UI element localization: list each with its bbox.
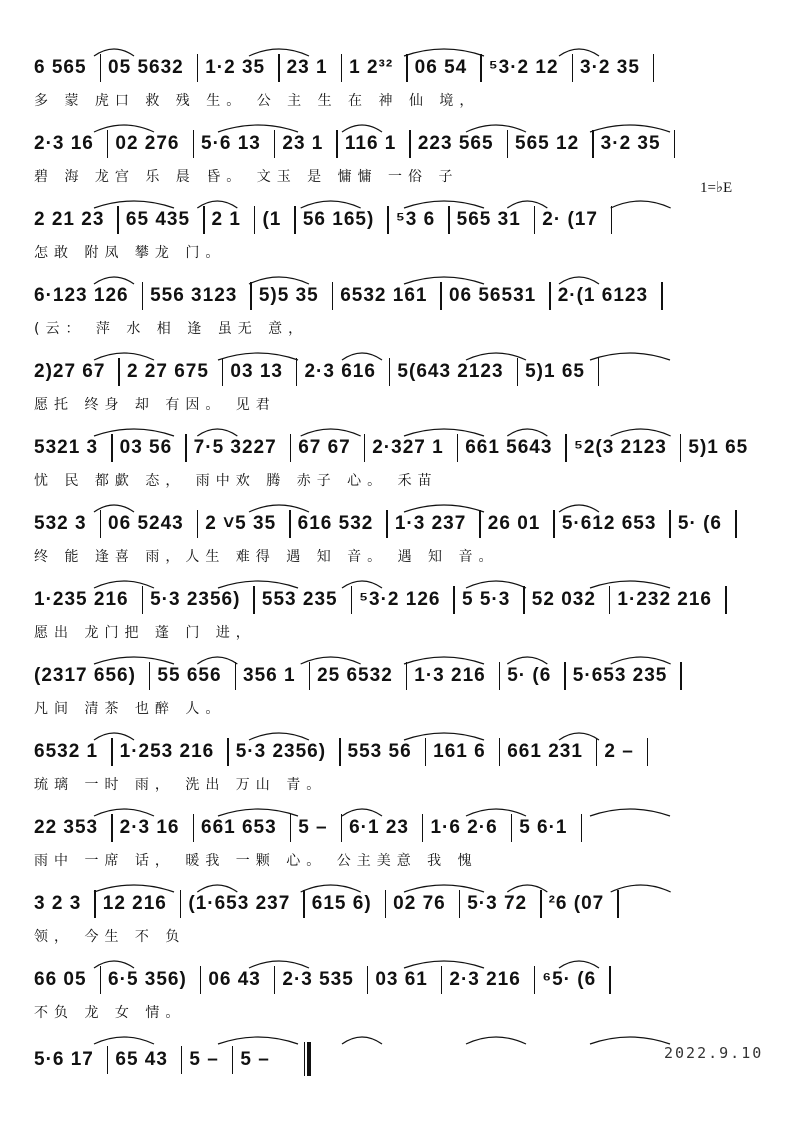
barline <box>290 434 292 462</box>
notation-line <box>34 738 760 772</box>
barline <box>425 738 427 766</box>
measure: (1 <box>262 209 282 231</box>
score-system <box>34 1024 760 1104</box>
measure: 25 6532 <box>317 665 393 687</box>
measure: ⁵3·2 126 <box>359 589 441 611</box>
measure: 5 – <box>240 1049 270 1071</box>
barline <box>294 206 296 234</box>
measure: 5)1 65 <box>688 437 749 459</box>
barline <box>409 130 411 158</box>
barline <box>117 206 119 234</box>
barline <box>200 966 202 994</box>
barline <box>457 434 459 462</box>
lyrics-line: 凡间 清茶 也醉 人。 <box>34 701 226 717</box>
measure: 5·612 653 <box>561 513 657 535</box>
measure: 5(643 2123 <box>397 361 504 383</box>
barline <box>499 662 501 690</box>
barline <box>565 434 567 462</box>
measure: 67 67 <box>298 437 351 459</box>
measure: 55 656 <box>157 665 222 687</box>
measure: 1·3 216 <box>414 665 486 687</box>
measure: 5 – <box>298 817 328 839</box>
notation-line <box>34 358 760 392</box>
measure: 2·(1 6123 <box>557 285 649 307</box>
measure: 06 54 <box>414 57 468 79</box>
measure: 6 565 <box>34 57 87 79</box>
barline <box>540 890 542 918</box>
barline <box>609 586 611 614</box>
barline <box>553 510 555 538</box>
lyrics-line: 雨中 一席 话， 暖我 一颗 心。 公主美意 我 愧 <box>34 853 478 869</box>
barline <box>386 510 388 538</box>
lyrics-line: 愿出 龙门把 蓬 门 进， <box>34 625 256 641</box>
measure: 1·6 2·6 <box>430 817 498 839</box>
barline <box>387 206 389 234</box>
notation-line <box>34 966 760 1000</box>
barline <box>581 814 583 842</box>
measure: 03 61 <box>375 969 428 991</box>
measure: 02 276 <box>115 133 180 155</box>
barline <box>534 966 536 994</box>
barline <box>609 966 611 994</box>
measure: 5· (6 <box>677 513 722 535</box>
barline <box>197 510 199 538</box>
score-system <box>34 264 760 344</box>
measure: 223 565 <box>417 133 494 155</box>
measure: 161 6 <box>433 741 486 763</box>
lyrics-line: 怎敢 附凤 攀龙 门。 <box>34 245 226 261</box>
measure: 1·253 216 <box>119 741 215 763</box>
barline <box>336 130 338 158</box>
measure: ⁵3·2 12 <box>488 57 559 79</box>
measure: 2·3 16 <box>34 133 94 155</box>
barline <box>332 282 334 310</box>
barline <box>611 206 613 234</box>
measure: 1·232 216 <box>617 589 712 611</box>
measure: 5·653 235 <box>572 665 668 687</box>
barline <box>185 434 187 462</box>
barline <box>309 662 311 690</box>
barline <box>227 738 229 766</box>
notation-line <box>34 130 760 164</box>
measure: 3·2 35 <box>580 57 640 79</box>
barline <box>441 966 443 994</box>
measure: 2 21 23 <box>34 209 105 231</box>
measure: 2·327 1 <box>372 437 444 459</box>
barline <box>406 54 408 82</box>
measure: 22 353 <box>34 817 99 839</box>
barline <box>289 510 291 538</box>
barline <box>680 434 682 462</box>
barline <box>725 586 727 614</box>
barline <box>100 510 102 538</box>
measure: 56 165) <box>302 209 375 231</box>
measure: 2 – <box>604 741 634 763</box>
score-system <box>34 340 760 420</box>
notation-line <box>34 586 760 620</box>
notation-line <box>34 662 760 696</box>
lyrics-line: 多 蒙 虎口 救 残 生。 公 主 生 在 神 仙 境， <box>34 93 480 109</box>
measure: 2 27 675 <box>126 361 209 383</box>
barline <box>296 358 298 386</box>
barline <box>142 282 144 310</box>
barline <box>564 662 566 690</box>
measure: 6532 161 <box>340 285 428 307</box>
measure: 12 216 <box>102 893 167 915</box>
measure: ⁵2(3 2123 <box>573 437 667 459</box>
measure: 5)5 35 <box>258 285 319 307</box>
measure: 05 5632 <box>108 57 184 79</box>
barline <box>94 890 96 918</box>
measure: 06 43 <box>208 969 261 991</box>
barline <box>290 814 292 842</box>
barline <box>222 358 224 386</box>
barline <box>274 966 276 994</box>
barline <box>499 738 501 766</box>
score-system <box>34 568 760 648</box>
score-system <box>34 644 760 724</box>
measure: ⁵3 6 <box>395 209 436 231</box>
notation-line <box>34 814 760 848</box>
barline <box>235 662 237 690</box>
measure: 661 5643 <box>465 437 553 459</box>
measure: 6·5 356) <box>108 969 187 991</box>
barline <box>735 510 737 538</box>
final-barline <box>304 1042 311 1076</box>
score-system <box>34 112 760 192</box>
measure: 2 ˅5 35 <box>205 513 277 535</box>
measure: 03 13 <box>230 361 283 383</box>
measure: 2)27 67 <box>34 361 106 383</box>
barline <box>339 738 341 766</box>
barline <box>680 662 682 690</box>
barline <box>254 206 256 234</box>
lyrics-line <box>34 1078 760 1100</box>
notation-line <box>34 1042 760 1076</box>
barline <box>274 130 276 158</box>
score-system <box>34 720 760 800</box>
notation-line <box>34 890 760 924</box>
measure: 1 2³² <box>349 57 394 79</box>
barline <box>511 814 513 842</box>
barline <box>480 54 482 82</box>
measure: 23 1 <box>286 57 328 79</box>
measure: 3 2 3 <box>34 893 82 915</box>
date-stamp: 2022.9.10 <box>664 1044 764 1062</box>
measure: ²6 (07 <box>548 893 605 915</box>
barline <box>523 586 525 614</box>
measure: 26 01 <box>487 513 541 535</box>
lyrics-line: 不负 龙 女 情。 <box>34 1005 186 1021</box>
barline <box>364 434 366 462</box>
barline <box>303 890 305 918</box>
measure: 616 532 <box>297 513 374 535</box>
measure: 6·123 126 <box>34 285 129 307</box>
barline <box>549 282 551 310</box>
notation-line <box>34 282 760 316</box>
barline <box>100 966 102 994</box>
barline <box>406 662 408 690</box>
lyrics-line: (云： 萍 水 相 逢 虽无 意， <box>34 321 309 337</box>
barline <box>180 890 182 918</box>
notation-line <box>34 510 760 544</box>
barline <box>534 206 536 234</box>
barline <box>118 358 120 386</box>
measure: 52 032 <box>531 589 596 611</box>
lyrics-line: 碧 海 龙宫 乐 晨 昏。 文玉 是 慵慵 一俗 子 <box>34 169 459 185</box>
measure: 5)1 65 <box>525 361 585 383</box>
measure: 615 6) <box>311 893 372 915</box>
barline <box>253 586 255 614</box>
measure: 6532 1 <box>34 741 99 763</box>
lyrics-line: 忧 民 都歔 态， 雨中欢 腾 赤子 心。 禾苗 <box>34 473 438 489</box>
barline <box>448 206 450 234</box>
measure: 553 235 <box>261 589 338 611</box>
measure: 2·3 216 <box>449 969 521 991</box>
score-system <box>34 492 760 572</box>
measure: 5 5·3 <box>461 589 511 611</box>
measure: 5·3 72 <box>467 893 528 915</box>
barline <box>572 54 574 82</box>
measure: 5·3 2356) <box>235 741 327 763</box>
measure: 565 31 <box>456 209 521 231</box>
barline <box>596 738 598 766</box>
barline <box>517 358 519 386</box>
score-system <box>34 948 760 1028</box>
measure: 2· (17 <box>542 209 598 231</box>
lyrics-line: 愿托 终身 却 有因。 见君 <box>34 397 276 413</box>
barline <box>453 586 455 614</box>
barline <box>440 282 442 310</box>
lyrics-line: 终 能 逢喜 雨，人生 难得 遇 知 音。 遇 知 音。 <box>34 549 499 565</box>
barline <box>507 130 509 158</box>
barline <box>107 130 109 158</box>
barline <box>422 814 424 842</box>
measure: 06 56531 <box>448 285 537 307</box>
barline <box>278 54 280 82</box>
measure: 661 653 <box>201 817 277 839</box>
measure: 556 3123 <box>150 285 238 307</box>
measure: 565 12 <box>515 133 580 155</box>
measure: 65 43 <box>115 1049 168 1071</box>
barline <box>385 890 387 918</box>
measure: 23 1 <box>282 133 324 155</box>
barline <box>592 130 594 158</box>
barline <box>617 890 619 918</box>
measure: 66 05 <box>34 969 87 991</box>
barline <box>142 586 144 614</box>
measure: (1·653 237 <box>188 893 291 915</box>
barline <box>367 966 369 994</box>
barline <box>193 814 195 842</box>
barline <box>111 814 113 842</box>
measure: 1·235 216 <box>34 589 129 611</box>
barline <box>250 282 252 310</box>
barline <box>203 206 205 234</box>
measure: 553 56 <box>347 741 412 763</box>
barline <box>111 738 113 766</box>
measure: 5 6·1 <box>519 817 568 839</box>
barline <box>181 1046 183 1074</box>
score-system <box>34 188 760 268</box>
barline <box>389 358 391 386</box>
measure: (2317 656) <box>34 665 136 687</box>
measure: 06 5243 <box>108 513 184 535</box>
barline <box>674 130 676 158</box>
barline <box>653 54 655 82</box>
score-system <box>34 796 760 876</box>
notation-line <box>34 54 760 88</box>
score-system <box>34 872 760 952</box>
measure: 2·3 616 <box>304 361 376 383</box>
measure: 3·2 35 <box>600 133 661 155</box>
measure: 5· (6 <box>507 665 552 687</box>
measure: 2·3 16 <box>119 817 180 839</box>
measure: 65 435 <box>125 209 191 231</box>
barline <box>193 130 195 158</box>
barline <box>341 814 343 842</box>
measure: 7·5 3227 <box>193 437 277 459</box>
lyrics-line: 琉璃 一时 雨， 洗出 万山 青。 <box>34 777 327 793</box>
measure: 02 76 <box>393 893 446 915</box>
key-signature: 1=♭E <box>700 180 733 196</box>
barline <box>149 662 151 690</box>
barline <box>100 54 102 82</box>
barline <box>598 358 600 386</box>
barline <box>351 586 353 614</box>
lyrics-line: 领， 今生 不 负 <box>34 929 186 945</box>
barline <box>111 434 113 462</box>
score-system <box>34 416 760 496</box>
barline <box>479 510 481 538</box>
measure: 03 56 <box>119 437 173 459</box>
measure: 116 1 <box>344 133 397 155</box>
measure: 2 1 <box>211 209 241 231</box>
barline <box>341 54 343 82</box>
measure: 1·2 35 <box>205 57 266 79</box>
measure: 532 3 <box>34 513 87 535</box>
barline <box>661 282 663 310</box>
measure: 1·3 237 <box>394 513 467 535</box>
barline <box>647 738 649 766</box>
barline <box>197 54 199 82</box>
measure: 356 1 <box>243 665 296 687</box>
measure: 6·1 23 <box>349 817 409 839</box>
measure: 5·6 13 <box>201 133 261 155</box>
measure: 2·3 535 <box>282 969 354 991</box>
barline <box>232 1046 234 1074</box>
measure: ⁶5· (6 <box>542 969 597 991</box>
notation-line <box>34 434 760 468</box>
measure: 5·3 2356) <box>150 589 241 611</box>
score-system <box>34 36 760 116</box>
measure: 5 – <box>189 1049 219 1071</box>
barline <box>459 890 461 918</box>
measure: 5321 3 <box>34 437 99 459</box>
barline <box>107 1046 109 1074</box>
notation-line <box>34 206 760 240</box>
measure: 5·6 17 <box>34 1049 94 1071</box>
measure: 661 231 <box>507 741 583 763</box>
barline <box>669 510 671 538</box>
